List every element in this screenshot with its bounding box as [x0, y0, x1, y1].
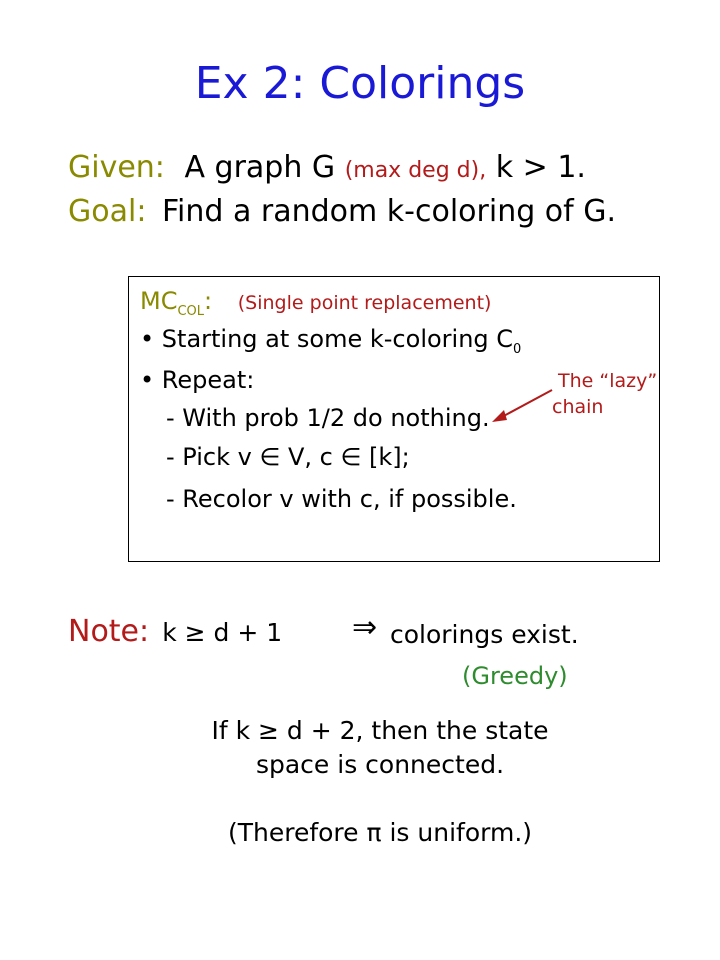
bullet-repeat-text: Repeat: [161, 366, 255, 394]
note-line [68, 614, 282, 649]
bullet-repeat [140, 366, 254, 394]
mc-subtitle: (Single point replacement) [237, 292, 492, 314]
goal-text: Find a random k-coloring of G. [161, 194, 617, 229]
note-result: colorings exist. [390, 620, 579, 649]
given-label: Given: [68, 150, 165, 185]
conclusion-line2: space is connected. [255, 750, 505, 779]
conclusion-line1: If k ≥ d + 2, then the state [211, 716, 549, 745]
bullet-start-sub: 0 [513, 341, 522, 357]
given-paren: (max deg d), [344, 158, 487, 183]
step-pick: - Pick v ∈ V, c ∈ [k]; [166, 443, 410, 471]
given-line [68, 150, 586, 185]
bullet-start-text: Starting at some k-coloring C [161, 325, 514, 353]
bullet-dot: • [140, 366, 155, 394]
given-text-b: k > 1. [495, 150, 586, 185]
mc-heading [140, 287, 491, 319]
mc-label: $MC_{COL}$: [140, 287, 213, 319]
given-text-a: A graph G [184, 150, 336, 185]
lazy-annotation-line1: The “lazy” [558, 370, 658, 392]
greedy-label: (Greedy) [462, 662, 568, 690]
step-recolor: - Recolor v with c, if possible. [166, 485, 517, 513]
step-nothing: - With prob 1/2 do nothing. [166, 404, 490, 432]
implies-icon: ⇒ [352, 610, 378, 645]
conclusion-line3: (Therefore π is uniform.) [227, 818, 533, 847]
note-label: Note: [68, 614, 150, 649]
goal-label: Goal: [68, 194, 147, 229]
annotation-arrow [480, 380, 570, 430]
bullet-dot: • [140, 325, 155, 353]
page-title: Ex 2: Colorings [194, 58, 526, 109]
goal-line [68, 194, 616, 229]
bullet-start [140, 325, 521, 357]
note-text: k ≥ d + 1 [162, 618, 283, 647]
lazy-annotation-line2: chain [552, 396, 604, 418]
